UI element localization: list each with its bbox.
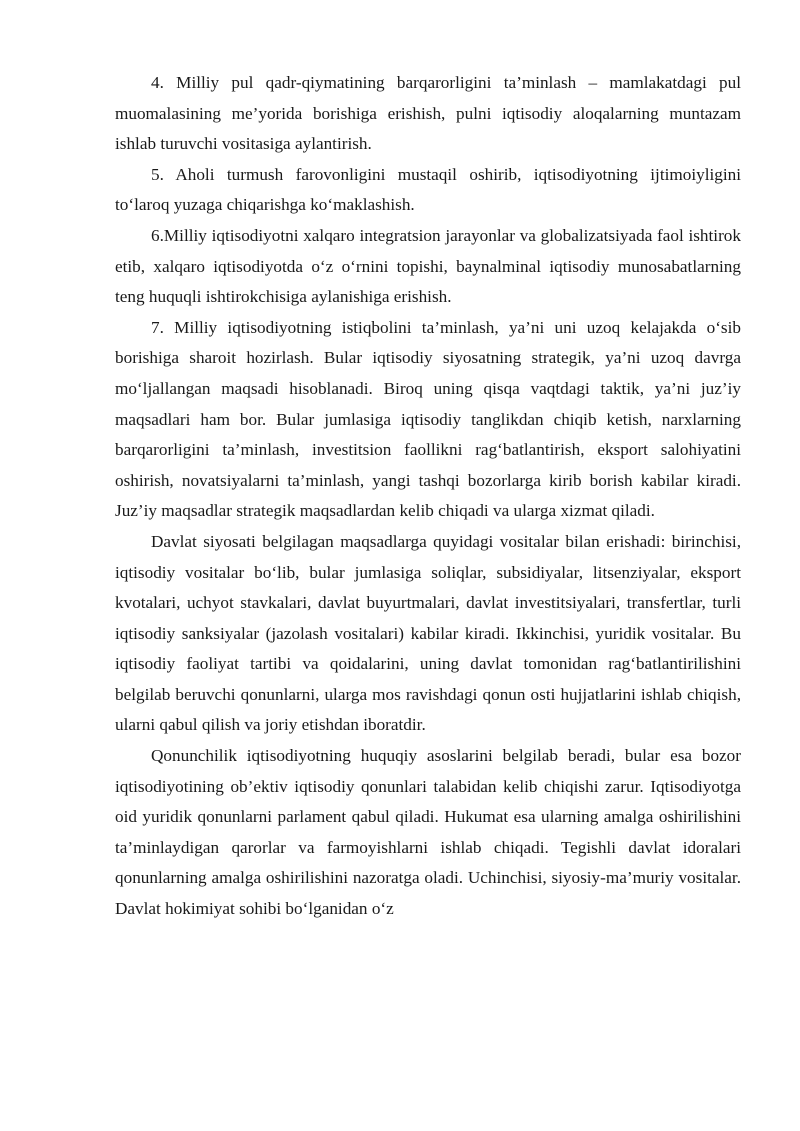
paragraph-legislation: Qonunchilik iqtisodiyotning huquqiy asoslarini belgilab beradi, bular esa bozor iqtisodiyotining ob’ektiv iqtisodiy qonunlari talabidan kelib chiqishi zarur. Iqtisodiyotga oid yuridik qonunlarni parlament qabul qiladi. Hukumat esa ularning amalga oshirilishini ta’minlaydigan qarorlar va farmoyishlarni ishlab chiqadi. Tegishli davlat idoralari qonunlarning amalga oshirilishini nazoratga oladi. Uchinchisi, siyosiy-ma’muriy vositalar. Davlat hokimiyat sohibi bo‘lganidan o‘z: [115, 746, 741, 919]
paragraph-item-5: 5. Aholi turmush farovonligini mustaqil oshirib, iqtisodiyotning ijtimoiyligini to‘laroq yuzaga chiqarishga ko‘maklashish.: [115, 164, 741, 215]
paragraph-item-7: 7. Milliy iqtisodiyotning istiqbolini ta’minlash, ya’ni uni uzoq kelajakda o‘sib borishiga sharoit hozirlash. Bular iqtisodiy siyosatning strategik, ya’ni uzoq davrga mo‘ljallangan maqsadi hisoblanadi. Biroq uning qisqa vaqtdagi taktik, ya’ni juz’iy maqsadlari ham bor. Bular jumlasiga iqtisodiy tanglikdan chiqib ketish, narxlarning barqarorligini ta’minlash, investitsion faollikni rag‘batlantirish, eksport salohiyatini oshirish, novatsiyalarni ta’minlash, yangi tashqi bozorlarga kirib borish kabilar kiradi. Juz’iy maqsadlar strategik maqsadlardan kelib chiqadi va ularga xizmat qiladi.: [115, 317, 741, 521]
paragraph-policy-tools: Davlat siyosati belgilagan maqsadlarga quyidagi vositalar bilan erishadi: birinchisi, iqtisodiy vositalar bo‘lib, bular jumlasiga soliqlar, subsidiyalar, litsenziyalar, eksport kvotalari, uchyot stavkalari, davlat buyurtmalari, davlat investitsiyalari, transfertlar, turli iqtisodiy sanksiyalar (jazolash vositalari) kabilar kiradi. Ikkinchisi, yuridik vositalar. Bu iqtisodiy faoliyat tartibi va qoidalarini, uning davlat tomonidan rag‘batlantirilishini belgilab beruvchi qonunlarni, ularga mos ravishdagi qonun osti hujjatlarini ishlab chiqish, ularni qabul qilish va joriy etishdan iboratdir.: [115, 531, 741, 735]
document-page: [115, 68, 741, 925]
paragraph-item-4: 4. Milliy pul qadr-qiymatining barqarorligini ta’minlash – mamlakatdagi pul muomalasining me’yorida borishiga erishish, pulni iqtisodiy aloqalarning muntazam ishlab turuvchi vositasiga aylantirish.: [115, 73, 741, 154]
paragraph-item-6: 6.Milliy iqtisodiyotni xalqaro integratsion jarayonlar va globalizatsiyada faol ishtirok etib, xalqaro iqtisodiyotda o‘z o‘rnini topishi, baynalminal iqtisodiy munosabatlarning teng huquqli ishtirokchisiga aylanishiga erishish.: [115, 225, 741, 307]
